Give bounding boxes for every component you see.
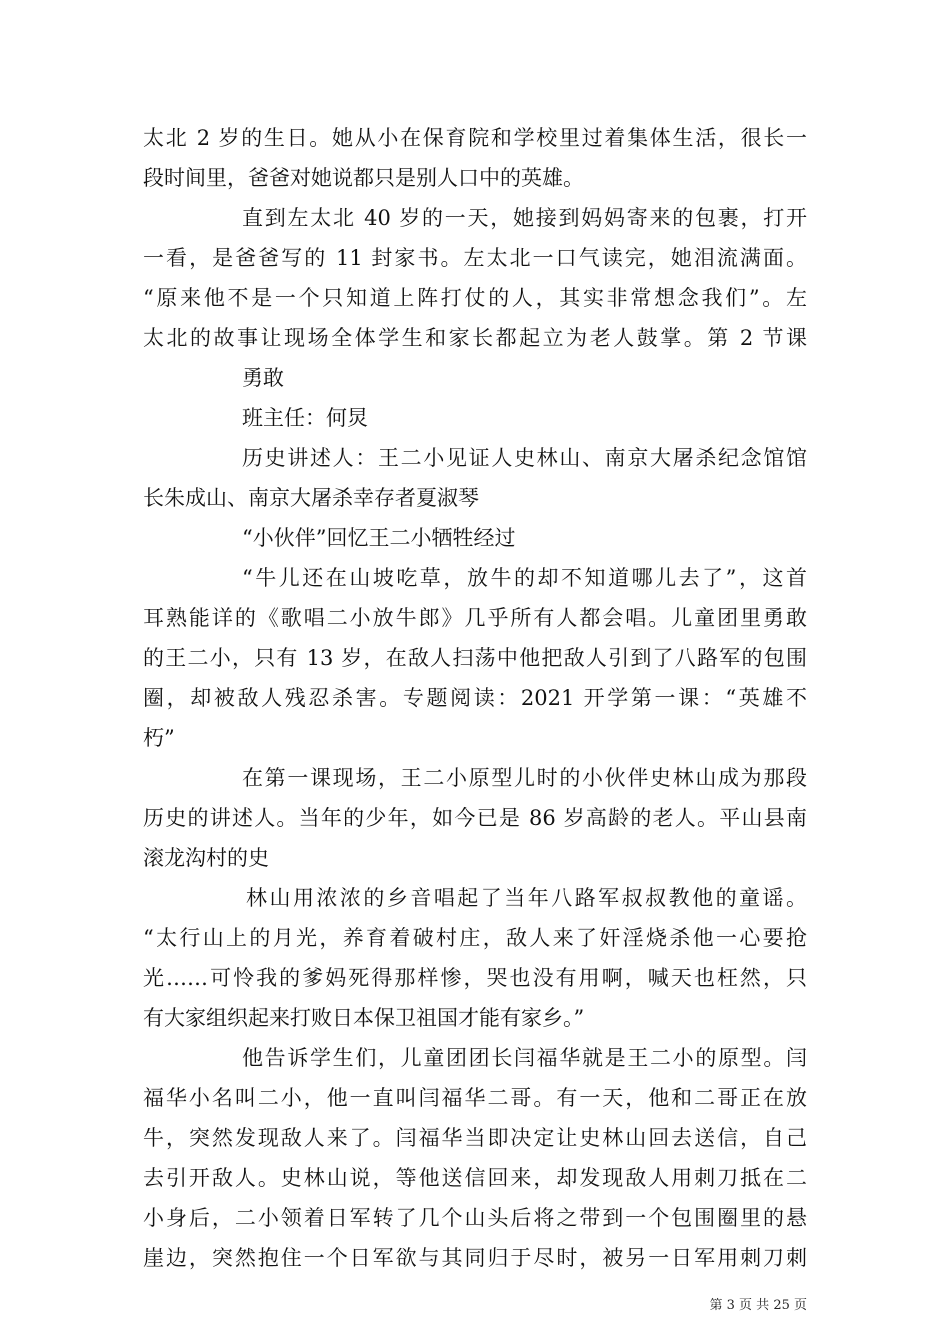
text-line: “小伙伴”回忆王二小牺牲经过 bbox=[242, 526, 516, 550]
text-line: 崖边，突然抱住一个日军欲与其同归于尽时，被另一日军用刺刀刺 bbox=[143, 1246, 807, 1270]
text-line: 太北的故事让现场全体学生和家长都起立为老人鼓掌。第 2 节课 bbox=[143, 326, 807, 350]
text-line: 去引开敌人。史林山说，等他送信回来，却发现敌人用刺刀抵在二 bbox=[143, 1166, 807, 1190]
text-line: 小身后，二小领着日军转了几个山头后将之带到一个包围圈里的悬 bbox=[143, 1206, 807, 1230]
text-line: 一看，是爸爸写的 11 封家书。左太北一口气读完，她泪流满面。 bbox=[143, 246, 807, 270]
text-line: 牛，突然发现敌人来了。闫福华当即决定让史林山回去送信，自己 bbox=[143, 1126, 807, 1150]
text-line: 林山用浓浓的乡音唱起了当年八路军叔叔教他的童谣。 bbox=[246, 886, 807, 910]
text-line: 光……可怜我的爹妈死得那样惨，哭也没有用啊，喊天也枉然，只 bbox=[143, 966, 807, 990]
text-line: 滚龙沟村的史 bbox=[143, 846, 269, 870]
text-line: 耳熟能详的《歌唱二小放牛郎》几乎所有人都会唱。儿童团里勇敢 bbox=[143, 606, 807, 630]
text-line: “原来他不是一个只知道上阵打仗的人，其实非常想念我们”。左 bbox=[143, 286, 807, 310]
text-line: 段时间里，爸爸对她说都只是别人口中的英雄。 bbox=[143, 166, 584, 190]
page-number-footer: 第 3 页 共 25 页 bbox=[709, 1298, 807, 1313]
text-line: 的王二小，只有 13 岁，在敌人扫荡中他把敌人引到了八路军的包围 bbox=[143, 646, 807, 670]
text-line: 太北 2 岁的生日。她从小在保育院和学校里过着集体生活，很长一 bbox=[143, 126, 807, 150]
text-line: 班主任：何炅 bbox=[242, 406, 368, 430]
text-line: 长朱成山、南京大屠杀幸存者夏淑琴 bbox=[143, 486, 479, 510]
text-line: “太行山上的月光，养育着破村庄，敌人来了奸淫烧杀他一心要抢 bbox=[143, 926, 807, 950]
text-line: 朽” bbox=[143, 726, 175, 750]
text-line: 福华小名叫二小，他一直叫闫福华二哥。有一天，他和二哥正在放 bbox=[143, 1086, 807, 1110]
text-line: 圈，却被敌人残忍杀害。专题阅读：2021 开学第一课：“英雄不 bbox=[143, 686, 807, 710]
text-line: 他告诉学生们，儿童团团长闫福华就是王二小的原型。闫 bbox=[242, 1046, 807, 1070]
text-line: “牛儿还在山坡吃草，放牛的却不知道哪儿去了”，这首 bbox=[242, 566, 807, 590]
text-line: 直到左太北 40 岁的一天，她接到妈妈寄来的包裹，打开 bbox=[242, 206, 807, 230]
text-line: 历史讲述人：王二小见证人史林山、南京大屠杀纪念馆馆 bbox=[242, 446, 807, 470]
section-heading: 勇敢 bbox=[242, 366, 284, 390]
text-line: 有大家组织起来打败日本保卫祖国才能有家乡。” bbox=[143, 1006, 585, 1030]
text-line: 历史的讲述人。当年的少年，如今已是 86 岁高龄的老人。平山县南 bbox=[143, 806, 807, 830]
page-body bbox=[143, 118, 807, 1278]
text-line: 在第一课现场，王二小原型儿时的小伙伴史林山成为那段 bbox=[242, 766, 807, 790]
